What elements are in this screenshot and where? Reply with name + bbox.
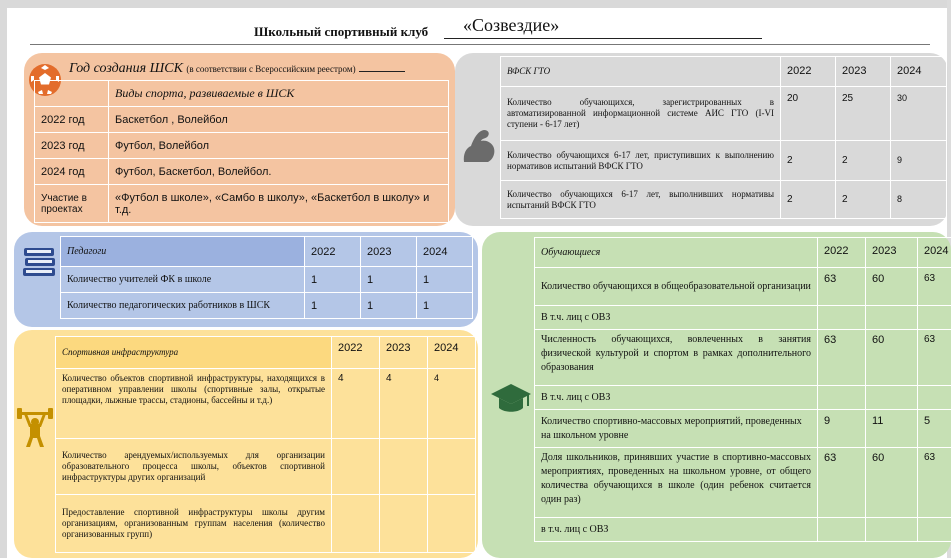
row-label: Доля школьников, принявших участие в спортивно-массовых мероприятиях, проведенных на школьном уровне, от общего количества обучающихся в школе (один ребенок считается один раз) (535, 448, 818, 518)
year-cell: 2023 год (35, 133, 109, 159)
year-header: 2023 (866, 238, 918, 268)
value-cell (818, 386, 866, 410)
table-row (501, 87, 947, 141)
table-row (56, 495, 476, 553)
value-cell: 2 (781, 181, 836, 219)
row-label: Численность обучающихся, вовлеченных в занятия физической культурой и спортом в рамках дополнительного образования (535, 330, 818, 386)
value-cell: 63 (818, 268, 866, 306)
value-cell (918, 386, 951, 410)
weightlifter-icon (16, 408, 54, 448)
value-cell: 2 (836, 141, 891, 181)
club-label: Школьный спортивный клуб (254, 24, 429, 39)
value-cell (380, 495, 428, 553)
value-cell: 4 (332, 369, 380, 439)
sports-cell: Футбол, Баскетбол, Волейбол. (109, 159, 449, 185)
table-row (501, 181, 947, 219)
value-cell (428, 495, 476, 553)
year-header: 2023 (836, 57, 891, 87)
sports-cell: Баскетбол , Волейбол (109, 107, 449, 133)
year-cell: 2024 год (35, 159, 109, 185)
row-label: Количество обучающихся в общеобразовательной организации (535, 268, 818, 306)
row-label: в т.ч. лиц с ОВЗ (535, 518, 818, 542)
value-cell (380, 439, 428, 495)
window-frame-top (0, 0, 951, 8)
table-row (535, 330, 951, 386)
value-cell (818, 306, 866, 330)
year-header: 2022 (818, 238, 866, 268)
projects-cell: «Футбол в школе», «Самбо в школу», «Баскетбол в школу» и т.д. (109, 185, 449, 223)
header-divider (30, 44, 930, 45)
year-header: 2023 (361, 237, 417, 267)
value-cell (918, 306, 951, 330)
value-cell: 30 (891, 87, 947, 141)
value-cell: 63 (818, 330, 866, 386)
row-label: Количество обучающихся, зарегистрированных в автоматизированной информационной системе АИС ГТО (I-VI ступени - 6-17 лет) (501, 87, 781, 141)
founded-year-blank (359, 63, 405, 72)
row-label: Количество обучающихся 6-17 лет, выполнивших нормативы испытаний ВФСК ГТО (501, 181, 781, 219)
sports-kinds-header: Виды спорта, развиваемые в ШСК (109, 81, 449, 107)
table-row (35, 107, 449, 133)
table-row (56, 439, 476, 495)
books-icon (21, 243, 57, 279)
founded-table (34, 80, 449, 223)
value-cell: 4 (380, 369, 428, 439)
value-cell: 1 (361, 293, 417, 319)
value-cell: 2 (836, 181, 891, 219)
year-header: 2024 (428, 337, 476, 369)
window-frame-left (0, 0, 7, 558)
projects-label: Участие в проектах (35, 185, 109, 223)
value-cell: 63 (818, 448, 866, 518)
value-cell: 9 (891, 141, 947, 181)
value-cell (428, 439, 476, 495)
table-row (501, 141, 947, 181)
year-cell: 2022 год (35, 107, 109, 133)
value-cell: 1 (417, 293, 473, 319)
table-row (35, 133, 449, 159)
value-cell (866, 306, 918, 330)
row-label: Предоставление спортивной инфраструктуры школы другим организациям, организованным группам населения (количество организованных групп) (56, 495, 332, 553)
value-cell: 1 (361, 267, 417, 293)
club-name: «Созвездие» (463, 15, 560, 35)
value-cell: 9 (818, 410, 866, 448)
table-row (535, 448, 951, 518)
value-cell (332, 495, 380, 553)
year-header: 2022 (332, 337, 380, 369)
infrastructure-title: Спортивная инфраструктура (56, 337, 332, 369)
founded-subtitle: (в соответствии с Всероссийским реестром) (186, 64, 356, 74)
value-cell (818, 518, 866, 542)
students-table (534, 237, 951, 542)
value-cell: 1 (305, 267, 361, 293)
table-row (61, 293, 473, 319)
graduation-cap-icon (490, 382, 532, 416)
value-cell: 2 (781, 141, 836, 181)
teachers-title: Педагоги (61, 237, 305, 267)
value-cell: 60 (866, 448, 918, 518)
value-cell: 11 (866, 410, 918, 448)
flexed-bicep-icon (460, 126, 500, 166)
table-row (535, 268, 951, 306)
value-cell: 8 (891, 181, 947, 219)
founded-title (69, 61, 405, 77)
table-row (61, 267, 473, 293)
table-row (535, 410, 951, 448)
club-name-underline (444, 38, 762, 39)
value-cell: 63 (918, 448, 951, 518)
empty-cell (35, 81, 109, 107)
row-label: Количество объектов спортивной инфраструктуры, находящихся в оперативном управлении школы (спортивные залы, открытые площадки, лыжные трассы, стадионы, бассейны и т.д.) (56, 369, 332, 439)
table-row (535, 518, 951, 542)
page-header (0, 14, 951, 44)
value-cell: 60 (866, 330, 918, 386)
value-cell: 63 (918, 268, 951, 306)
value-cell: 4 (428, 369, 476, 439)
year-header: 2023 (380, 337, 428, 369)
row-label: В т.ч. лиц с ОВЗ (535, 306, 818, 330)
value-cell (866, 518, 918, 542)
value-cell: 25 (836, 87, 891, 141)
year-header: 2022 (305, 237, 361, 267)
value-cell: 63 (918, 330, 951, 386)
gto-title: ВФСК ГТО (501, 57, 781, 87)
value-cell: 1 (417, 267, 473, 293)
table-row (56, 369, 476, 439)
row-label: Количество спортивно-массовых мероприятий, проведенных на школьном уровне (535, 410, 818, 448)
table-row (535, 306, 951, 330)
value-cell (918, 518, 951, 542)
year-header: 2024 (918, 238, 951, 268)
value-cell: 5 (918, 410, 951, 448)
table-row (535, 386, 951, 410)
row-label: В т.ч. лиц с ОВЗ (535, 386, 818, 410)
students-title: Обучающиеся (535, 238, 818, 268)
value-cell: 1 (305, 293, 361, 319)
value-cell (332, 439, 380, 495)
table-row (35, 185, 449, 223)
table-row (35, 159, 449, 185)
row-label: Количество обучающихся 6-17 лет, приступивших к выполнению нормативов испытаний ВФСК ГТО (501, 141, 781, 181)
infrastructure-table (55, 336, 476, 553)
year-header: 2024 (891, 57, 947, 87)
row-label: Количество арендуемых/используемых для организации образовательного процесса школы, объектов спортивной инфраструктуры других организаций (56, 439, 332, 495)
value-cell: 20 (781, 87, 836, 141)
year-header: 2022 (781, 57, 836, 87)
value-cell (866, 386, 918, 410)
row-label: Количество педагогических работников в ШСК (61, 293, 305, 319)
founded-title-text: Год создания ШСК (69, 61, 183, 76)
teachers-table (60, 236, 473, 319)
value-cell: 60 (866, 268, 918, 306)
gto-table (500, 56, 947, 219)
sports-cell: Футбол, Волейбол (109, 133, 449, 159)
row-label: Количество учителей ФК в школе (61, 267, 305, 293)
year-header: 2024 (417, 237, 473, 267)
